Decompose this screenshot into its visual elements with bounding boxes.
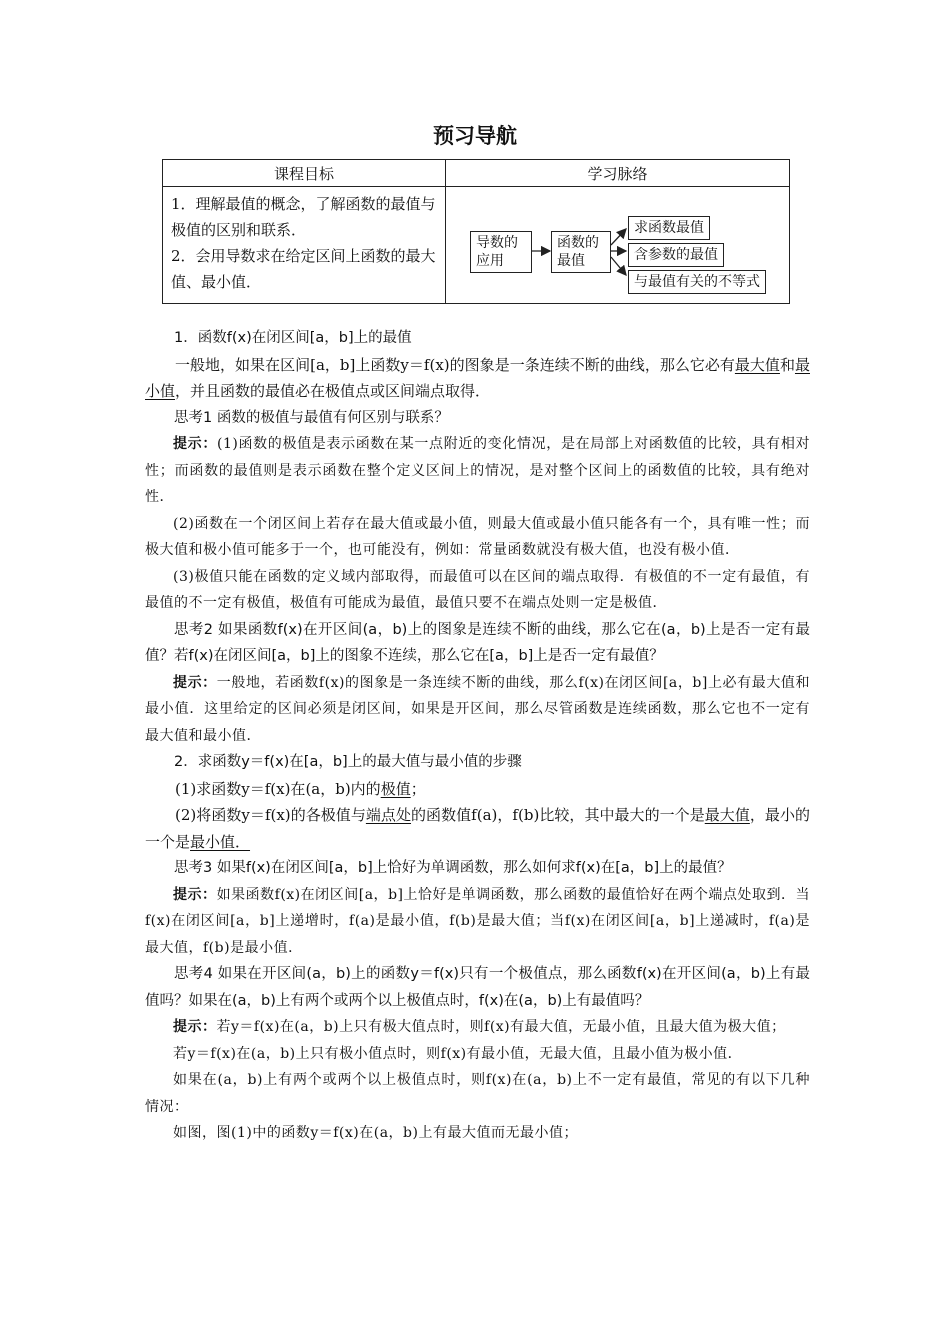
goals-cell [163,187,446,304]
think-3-hint [145,882,810,962]
think-2-hint-text: 一般地，若函数f(x)的图象是一条连续不断的曲线，那么f(x)在闭区间[a，b]上必有最大值和最小值．这里给定的区间必须是闭区间，如果是开区间，那么尽管函数是连续函数，那么它也不一定有最大值和最小值． [145,674,811,744]
node-derivative-application: 导数的应用 [470,231,532,273]
think-2-hint [145,670,810,750]
section-1-body [145,352,810,405]
goals-header: 课程目标 [163,160,446,187]
node-extrema-inequality: 与最值有关的不等式 [628,270,766,294]
think-4-hint-1 [145,1014,810,1041]
think-4-hint-2: 若y＝f(x)在(a，b)上只有极小值点时，则f(x)有最小值，无最大值，且最小值为极小值． [173,1045,743,1062]
step-2-text-c: ，最小的一个是 [145,806,810,851]
goal-item-2: 2．会用导数求在给定区间上函数的最大值、最小值． [171,247,436,291]
think-4-hint-3: 如果在(a，b)上有两个或两个以上极值点时，则f(x)在(a，b)上不一定有最值，常见的有以下几种情况： [145,1072,810,1115]
learning-map-cell [446,187,790,304]
think-3-question: 思考3 如果f(x)在闭区间[a，b]上恰好为单调函数，那么如何求f(x)在[a，b]上的最值？ [174,860,732,876]
blank-maximum: 最大值 [704,806,750,824]
blank-max-value: 最大值 [734,355,780,374]
main-content [145,325,810,1147]
think-2-question: 思考2 如果函数f(x)在开区间(a，b)上的图象是连续不断的曲线，那么它在(a，b)上是否一定有最值？若f(x)在闭区间[a，b]上的图象不连续，那么它在[a，b]上是否一定有最值？ [145,621,810,664]
step-2-text-a: (2)将函数y＝f(x)的各极值与 [175,806,366,824]
think-4-hint-text-1: 若y＝f(x)在(a，b)上只有极大值点时，则f(x)有最大值，无最小值，且最大值为极大值； [216,1019,786,1035]
node-find-extrema: 求函数最值 [628,216,710,240]
step-1-text-a: (1)求函数y＝f(x)在(a，b)内的 [175,779,381,798]
think-1-hint-1 [145,431,810,511]
arrow-to-branch-1 [611,229,626,245]
node-parametric-extrema: 含参数的最值 [628,243,724,267]
hint-label: 提示： [173,1019,217,1035]
step-2-text-b: 的函数值f(a)，f(b)比较，其中最大的一个是 [411,806,705,824]
hint-label: 提示： [173,886,217,903]
section-1-text-b: 和 [779,355,795,374]
blank-minimum: 最小值． [190,832,251,851]
section-2-step-1 [145,776,810,803]
think-1-hint-text-1: (1)函数的极值是表示函数在某一点附近的变化情况，是在局部上对函数值的比较，具有相对性；而函数的最值则是表示函数在整个定义区间上的情况，是对整个区间上的函数值的比较，具有绝对性． [145,436,810,505]
blank-endpoints: 端点处 [365,806,412,824]
learning-map-header: 学习脉络 [446,160,790,187]
goal-item-1: 1．理解最值的概念，了解函数的最值与极值的区别和联系． [171,195,436,239]
hint-label: 提示： [173,436,217,452]
course-overview-table [162,159,790,304]
think-1-hint-3: (3)极值只能在函数的定义域内部取得，而最值可以在区间的端点取得．有极值的不一定有最值，有最值的不一定有极值，极值有可能成为最值，最值只要不在端点处则一定是极值． [145,568,810,611]
arrow-to-branch-3 [611,257,626,275]
node-function-extrema: 函数的最值 [551,231,611,273]
section-1-heading: 1．函数f(x)在闭区间[a，b]上的最值 [174,330,412,346]
blank-extreme-value: 极值 [380,779,411,798]
step-1-text-b: ； [410,779,426,798]
think-3-hint-text: 如果函数f(x)在闭区间[a，b]上恰好是单调函数，那么函数的最值恰好在两个端点处取到．当f(x)在闭区间[a，b]上递增时，f(a)是最小值，f(b)是最大值；当f(x)在闭区间[a，b]上递减时，f(a)是最大值，f(b)是最小值． [145,886,811,956]
section-1-text-a: 一般地，如果在区间[a，b]上函数y＝f(x)的图象是一条连续不断的曲线，那么它必有 [175,355,735,374]
think-1-hint-2: (2)函数在一个闭区间上若存在最大值或最小值，则最大值或最小值只能各有一个，具有唯一性；而极大值和极小值可能多于一个，也可能没有，例如：常量函数就没有极大值，也没有极小值． [145,515,810,558]
section-1-text-c: ，并且函数的最值必在极值点或区间端点取得． [175,382,491,400]
think-4-question: 思考4 如果在开区间(a，b)上的函数y＝f(x)只有一个极值点，那么函数f(x)在开区间(a，b)上有最值吗？如果在(a，b)上有两个或两个以上极值点时，f(x)在(a，b)上有最值吗？ [145,966,810,1009]
section-2-heading: 2．求函数y＝f(x)在[a，b]上的最大值与最小值的步骤 [174,754,522,770]
page-title: 预习导航 [433,124,517,148]
hint-label: 提示： [173,674,217,691]
think-1-question: 思考1 函数的极值与最值有何区别与联系？ [174,409,449,426]
think-4-hint-4: 如图，图(1)中的函数y＝f(x)在(a，b)上有最大值而无最小值； [173,1125,578,1141]
blank-min-value: 最小值 [145,355,810,400]
section-2-step-2 [145,802,810,855]
